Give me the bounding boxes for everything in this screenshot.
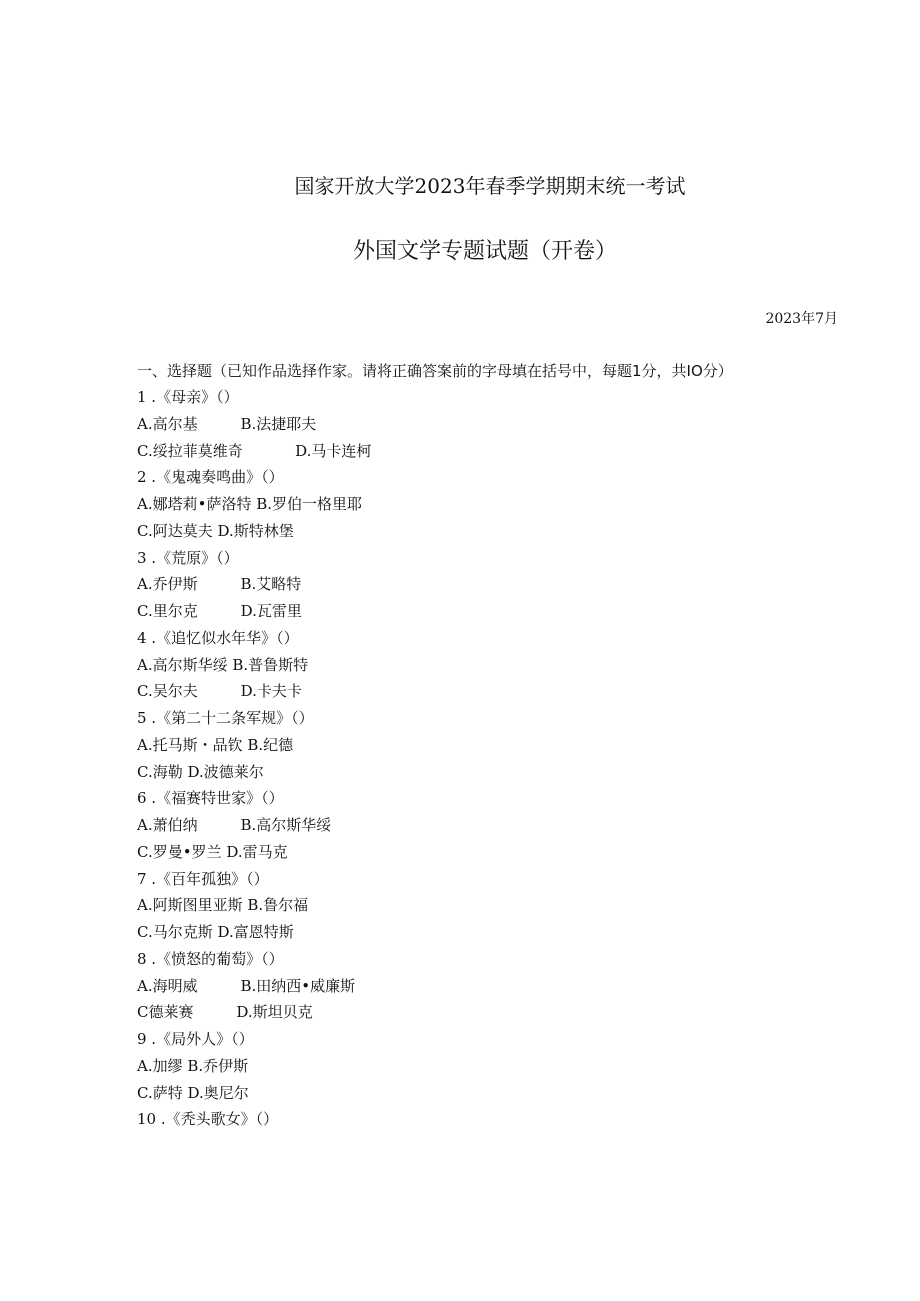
option-line: C德莱赛 D.斯坦贝克 bbox=[137, 1003, 313, 1022]
question-line: 8 .《愤怒的葡萄》（） bbox=[137, 949, 284, 968]
option-line: C.里尔克 D.瓦雷里 bbox=[137, 602, 302, 620]
option-line: C.萨特 D.奥尼尔 bbox=[137, 1083, 249, 1102]
option-line: A.高尔斯华绥 B.普鲁斯特 bbox=[137, 655, 309, 674]
option-line: C.海勒 D.波德莱尔 bbox=[137, 762, 264, 781]
exam-date: 2023年7月 bbox=[765, 311, 838, 327]
exam-title: 外国文学专题试题（开卷） bbox=[352, 239, 617, 264]
option-line: A.阿斯图里亚斯 B.鲁尔福 bbox=[137, 896, 309, 915]
question-line: 1 .《母亲》（） bbox=[137, 388, 239, 406]
question-line: 6 .《福赛特世家》（） bbox=[137, 789, 284, 808]
option-line: C.马尔克斯 D.富恩特斯 bbox=[137, 923, 294, 941]
option-line: A.萧伯纳 B.高尔斯华绥 bbox=[137, 816, 332, 834]
question-list bbox=[137, 384, 837, 1133]
question-line: 4 .《追忆似水年华》（） bbox=[137, 628, 299, 647]
question-line: 5 .《第二十二条军规》（） bbox=[137, 709, 314, 727]
question-line: 2 .《鬼魂奏鸣曲》（） bbox=[137, 468, 284, 487]
option-line: C.阿达莫夫 D.斯特林堡 bbox=[137, 521, 294, 540]
option-line: A.乔伊斯 B.艾略特 bbox=[137, 575, 302, 594]
question-line: 3 .《荒原》（） bbox=[137, 548, 239, 567]
question-line: 9 .《局外人》（） bbox=[137, 1030, 254, 1048]
option-line: A.海明威 B.田纳西•威廉斯 bbox=[137, 976, 356, 995]
question-line: 10 .《秃头歌女》（） bbox=[137, 1110, 279, 1129]
option-line: C.罗曼•罗兰 D.雷马克 bbox=[137, 842, 288, 861]
option-line: A.娜塔莉•萨洛特 B.罗伯一格里耶 bbox=[137, 495, 363, 513]
option-line: C.绥拉菲莫维奇 D.马卡连柯 bbox=[137, 441, 372, 460]
option-line: A.托马斯・品钦 B.纪德 bbox=[137, 735, 294, 754]
option-line: C.吴尔夫 D.卡夫卡 bbox=[137, 682, 302, 701]
question-line: 7 .《百年孤独》（） bbox=[137, 869, 269, 888]
section-heading: 一、选择题（已知作品选择作家。请将正确答案前的字母填在括号中，每题1分，共IO分） bbox=[137, 362, 733, 380]
option-line: A.高尔基 B.法捷耶夫 bbox=[137, 414, 317, 433]
option-line: A.加缪 B.乔伊斯 bbox=[137, 1056, 249, 1075]
exam-institution-heading: 国家开放大学2023年春季学期期末统一考试 bbox=[294, 174, 686, 198]
